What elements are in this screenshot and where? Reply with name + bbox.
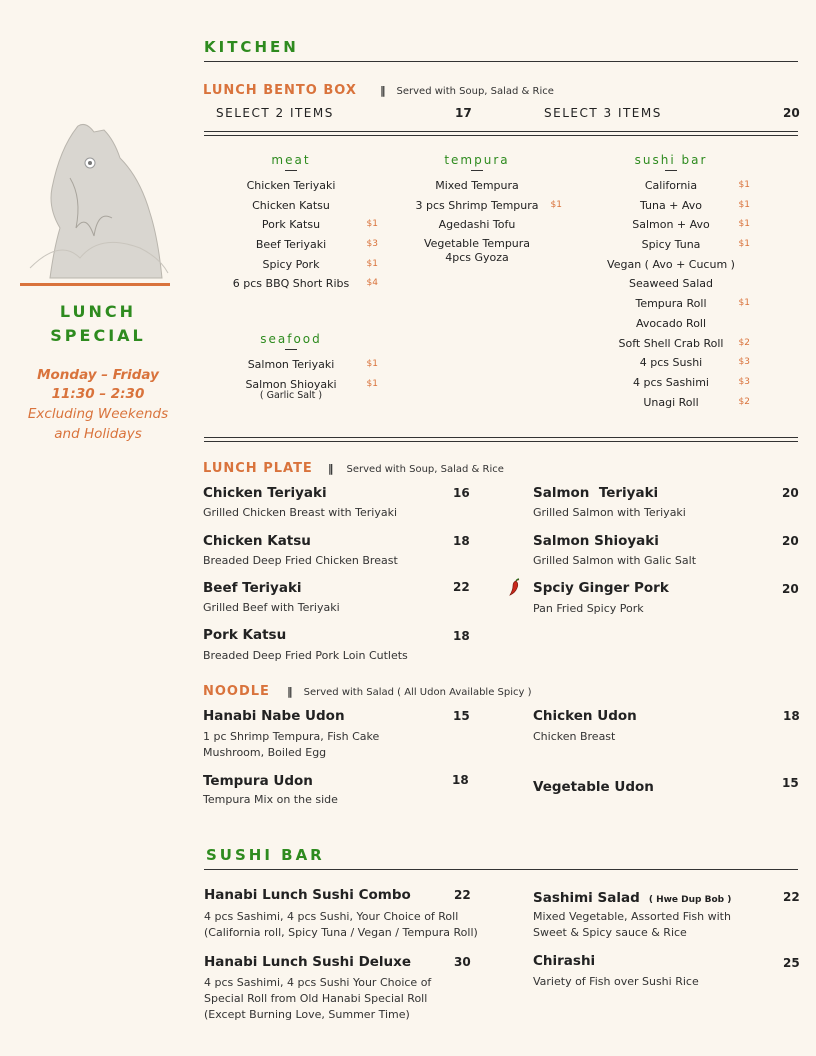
sushi-header-dash [665,170,677,171]
plate-dish-name: Salmon Teriyaki [533,485,659,501]
bento-item-upcharge: $2 [738,396,750,407]
bento-item-upcharge: $1 [366,219,378,230]
special-hours: 11:30 – 2:30 [51,386,145,402]
plate-dish-price: 20 [782,582,799,596]
bento-item-name: Vegan ( Avo + Cucum ) [607,257,735,271]
bento-item-upcharge: $1 [366,258,378,269]
plate-dish-desc: Grilled Salmon with Teriyaki [533,506,686,519]
bento-item-name: 4 pcs Sushi [639,356,703,370]
bento-list-item [596,373,750,393]
seafood-header-dash [285,349,297,350]
bento-item-name: Tempura Roll [635,297,707,311]
special-exclusion-1: Excluding Weekends [27,406,169,422]
noodle-dish-price: 18 [783,709,800,723]
bento-list-item [596,294,750,314]
bento-item-name: Beef Teriyaki [255,238,327,252]
meat-column [218,153,378,294]
sushi-dish-desc: (California roll, Spicy Tuna / Vegan / Tempura Roll) [204,926,478,939]
plate-dish-price: 20 [782,534,799,548]
bento-list-item [218,196,364,216]
plate-rule-1 [204,437,798,438]
special-title-line1: LUNCH [59,302,137,321]
noodle-title: NOODLE [203,684,270,699]
plate-dish-desc: Pan Fried Spicy Pork [533,602,644,615]
bento-served: Served with Soup, Salad & Rice [396,86,554,97]
select3-label: SELECT 3 ITEMS [544,106,662,120]
bento-list-item [218,255,378,275]
noodle-dish-desc: Tempura Mix on the side [203,793,338,806]
bento-list-item [596,314,746,334]
sushi-bar-rule [204,869,798,870]
fish-illustration [20,118,170,283]
plate-dish-desc: Grilled Chicken Breast with Teriyaki [203,506,398,519]
sushi-dish-name: Hanabi Lunch Sushi Deluxe [204,954,412,970]
sushi-dish-suffix: ( Hwe Dup Bob ) [648,895,732,905]
plate-dish-name: Chicken Teriyaki [203,485,327,501]
plate-dish-price: 20 [782,486,799,500]
bento-item-upcharge: $1 [738,219,750,230]
plate-dish-desc: Grilled Beef with Teriyaki [203,601,340,614]
bento-list-item [596,196,750,216]
chili-pepper-icon [507,578,521,596]
bento-item-upcharge: $2 [738,337,750,348]
sushi-header: sushi bar [634,153,708,167]
bento-item-upcharge: $3 [738,357,750,368]
sushi-dish-desc: Special Roll from Old Hanabi Special Roll [204,992,428,1005]
plate-dish-desc: Grilled Salmon with Galic Salt [533,554,697,567]
plate-dish-desc: Breaded Deep Fried Chicken Breast [203,554,398,567]
special-exclusion-2: and Holidays [54,426,142,442]
bento-item-name: Unagi Roll [643,395,699,409]
sushi-dish-name: Hanabi Lunch Sushi Combo [204,887,411,903]
plate-rule-2 [204,441,798,442]
bento-list-item [596,334,750,354]
sushi-dish-desc: Mixed Vegetable, Assorted Fish with [533,910,731,923]
lunch-special-panel [0,300,196,444]
bento-item-name: California [644,179,698,192]
bento-item-name: 3 pcs Shrimp Tempura [415,198,539,212]
sushi-dish-price: 30 [454,955,471,969]
sashimi-salad-heading [533,887,731,906]
sushi-bar-title: SUSHI BAR [206,846,325,864]
bento-item-name: Vegetable Tempura [423,237,531,251]
noodle-header [203,680,532,699]
meat-header: meat [271,153,311,167]
bento-item-name: Spicy Pork [262,257,320,271]
special-divider [20,283,170,286]
kitchen-rule [204,61,798,62]
bento-item-name: Salmon + Avo [632,218,710,232]
bento-item-name: Salmon Shioyaki [245,377,337,391]
sushi-dish-name: Chirashi [533,953,596,969]
bento-item-name: Salmon Teriyaki [247,358,335,371]
plate-dish-price: 22 [453,580,470,594]
bento-item-name: 4 pcs Sashimi [632,375,709,389]
sushi-dish-price: 22 [454,888,471,902]
bento-item-upcharge: $1 [738,199,750,210]
bento-item-name: Soft Shell Crab Roll [618,336,724,350]
bento-item-upcharge: $1 [738,239,750,250]
noodle-dish-price: 18 [452,773,469,787]
bento-item-upcharge: $1 [738,298,750,309]
bento-item-name: Pork Katsu [261,218,321,232]
bento-item-name: Tuna + Avo [639,198,703,212]
noodle-dish-desc: 1 pc Shrimp Tempura, Fish Cake [203,730,380,743]
plate-title: LUNCH PLATE [203,461,313,476]
bento-list-item [596,215,750,235]
bento-list-item [398,215,556,235]
bento-item-upcharge: $3 [738,376,750,387]
select2-price: 17 [455,106,472,120]
bento-list-item [398,237,556,251]
bento-list-item [218,235,378,255]
meat-header-dash [285,170,297,171]
plate-dish-desc: Breaded Deep Fried Pork Loin Cutlets [203,649,408,662]
sushi-dish-desc: Sweet & Spicy sauce & Rice [533,926,687,939]
bento-list-item [398,251,556,265]
bento-list-item [398,176,556,196]
bento-item-name: Chicken Katsu [252,198,330,212]
sushi-dish-desc: 4 pcs Sashimi, 4 pcs Sushi Your Choice of [204,976,432,989]
bento-rule-2 [204,135,798,136]
noodle-dish-price: 15 [782,776,799,790]
bento-list-item [596,255,746,275]
bento-item-name: Chicken Teriyaki [246,179,336,192]
sushi-dish-name: Sashimi Salad [533,890,640,906]
tempura-column [398,153,562,265]
plate-dish-name: Pork Katsu [203,627,287,643]
bento-item-upcharge: $1 [550,199,562,210]
sushi-dish-price: 22 [783,890,800,904]
noodle-dish-name: Vegetable Udon [533,779,654,795]
bento-item-upcharge: $1 [738,180,750,190]
bento-list-item [596,274,746,294]
bento-list-item [218,355,378,375]
bento-list-item [218,375,378,395]
bento-item-name: Agedashi Tofu [438,218,516,232]
sushi-column [596,153,750,412]
bento-item-name: Mixed Tempura [435,179,519,192]
bento-item-upcharge: $3 [366,239,378,250]
plate-dish-name: Beef Teriyaki [203,580,302,596]
bento-item-upcharge: $1 [366,378,378,389]
noodle-dish-price: 15 [453,709,470,723]
bento-item-upcharge: $1 [366,359,378,369]
bento-rule-1 [204,131,798,132]
bento-title: LUNCH BENTO BOX [203,83,357,98]
bento-item-name: Seaweed Salad [628,277,713,291]
seafood-note: ( Garlic Salt ) [259,390,323,402]
bento-separator: ‖ [379,84,386,97]
plate-dish-price: 18 [453,534,470,548]
bento-item-name: 6 pcs BBQ Short Ribs [232,277,350,291]
noodle-dish-desc: Mushroom, Boiled Egg [203,746,327,759]
bento-list-item [596,393,750,413]
sushi-dish-desc: Variety of Fish over Sushi Rice [533,975,699,988]
bento-item-name: Spicy Tuna [641,238,701,252]
plate-served: Served with Soup, Salad & Rice [346,464,504,475]
select2-label: SELECT 2 ITEMS [216,106,334,120]
bento-item-name: Avocado Roll [635,316,707,330]
noodle-dish-name: Hanabi Nabe Udon [203,708,345,724]
bento-list-item [398,196,562,216]
plate-dish-price: 16 [453,486,470,500]
sushi-dish-price: 25 [783,956,800,970]
plate-dish-name: Chicken Katsu [203,533,311,549]
noodle-dish-desc: Chicken Breast [533,730,616,743]
seafood-header: seafood [260,332,322,346]
bento-header [203,79,554,98]
tempura-header: tempura [444,153,510,167]
select3-price: 20 [783,106,800,120]
bento-list-item [218,215,378,235]
sushi-dish-desc: 4 pcs Sashimi, 4 pcs Sushi, Your Choice of Roll [204,910,459,923]
plate-dish-price: 18 [453,629,470,643]
special-title-line2: SPECIAL [50,326,146,345]
bento-item-name: 4pcs Gyoza [445,251,509,265]
bento-list-item [596,235,750,255]
plate-dish-name: Spciy Ginger Pork [533,580,669,596]
special-days: Monday – Friday [37,367,159,383]
noodle-separator: ‖ [287,685,293,698]
bento-item-upcharge: $4 [366,278,378,289]
bento-list-item [218,274,378,294]
bento-list-item [596,353,750,373]
bento-list-item [596,176,750,196]
noodle-dish-name: Chicken Udon [533,708,637,724]
bento-list-item [218,176,364,196]
plate-separator: ‖ [327,462,334,475]
sushi-dish-desc: (Except Burning Love, Summer Time) [204,1008,410,1021]
plate-dish-name: Salmon Shioyaki [533,533,659,549]
plate-header [203,457,504,476]
seafood-column [218,332,378,402]
noodle-dish-name: Tempura Udon [203,773,313,789]
noodle-served: Served with Salad ( All Udon Available Spicy ) [303,687,532,698]
kitchen-title: KITCHEN [204,38,299,56]
tempura-header-dash [471,170,483,171]
